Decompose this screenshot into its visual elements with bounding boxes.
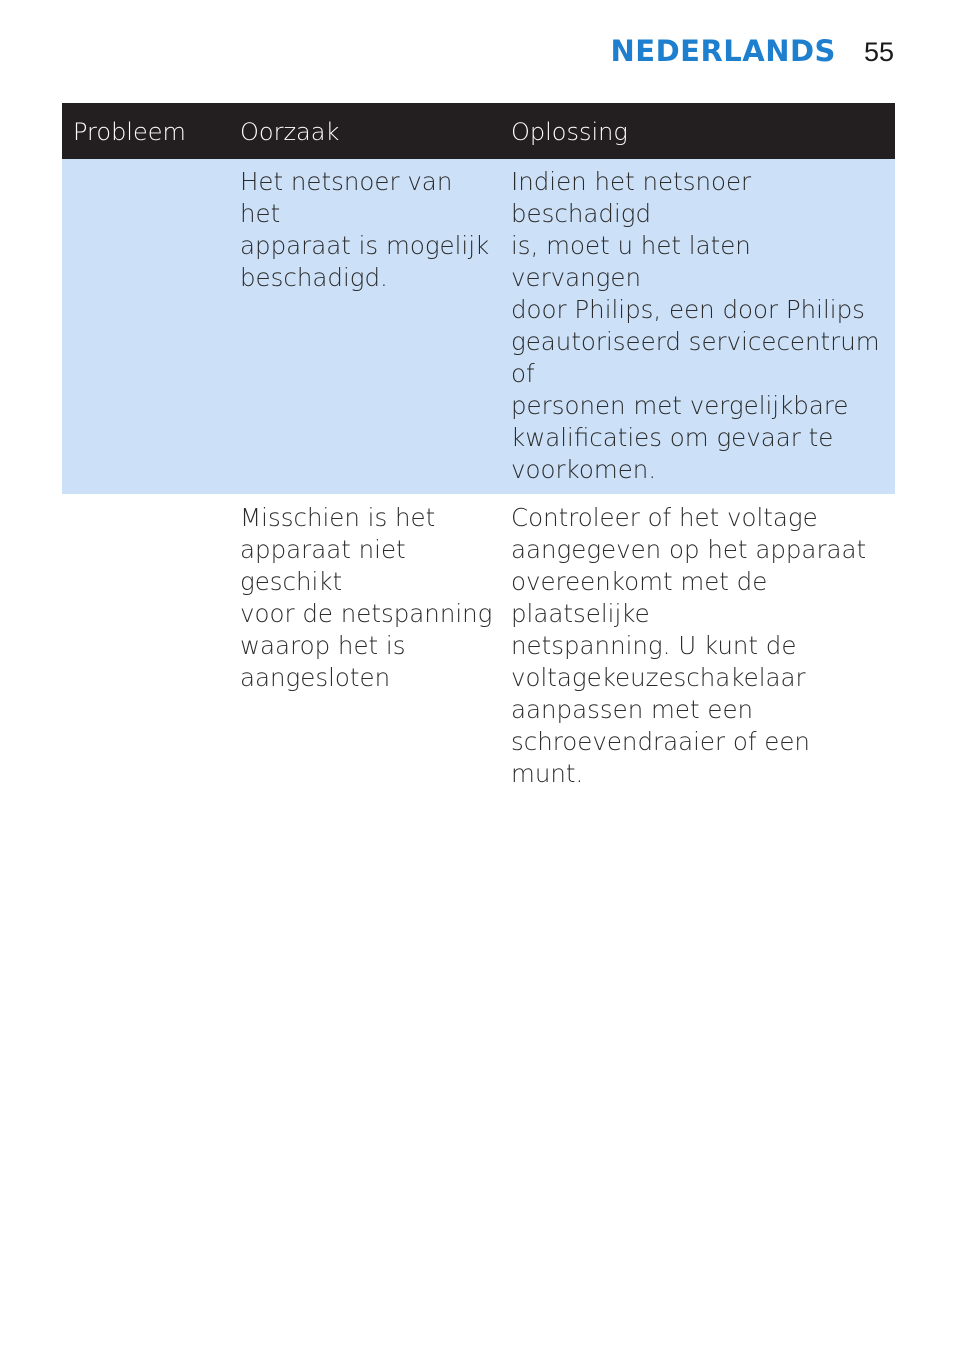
troubleshooting-table (62, 103, 895, 798)
page-number: 55 (863, 37, 894, 67)
table-row (62, 159, 895, 494)
solution-cell: Controleer of het voltage aangegeven op het apparaat overeenkomt met de plaatselijke netspanning. U kunt de voltagekeuzeschakelaar aanpassen met een schroevendraaier of een munt. (511, 503, 867, 788)
column-header-problem: Probleem (73, 118, 186, 146)
column-header-cause: Oorzaak (240, 118, 340, 146)
table-header-row (62, 103, 895, 159)
column-header-solution: Oplossing (511, 118, 628, 146)
language-title: NEDERLANDS (610, 34, 836, 68)
problem-cell (62, 159, 229, 494)
cause-cell: Misschien is het apparaat niet geschikt voor de netspanning waarop het is aangesloten (240, 503, 493, 692)
problem-cell (62, 494, 229, 798)
page-header (611, 34, 895, 68)
table-row (62, 494, 895, 798)
solution-cell: Indien het netsnoer beschadigd is, moet u het laten vervangen door Philips, een door Philips geautoriseerd servicecentrum of personen met vergelijkbare kwalificaties om gevaar te voorkomen. (511, 167, 880, 484)
cause-cell: Het netsnoer van het apparaat is mogelijk beschadigd. (240, 167, 490, 292)
